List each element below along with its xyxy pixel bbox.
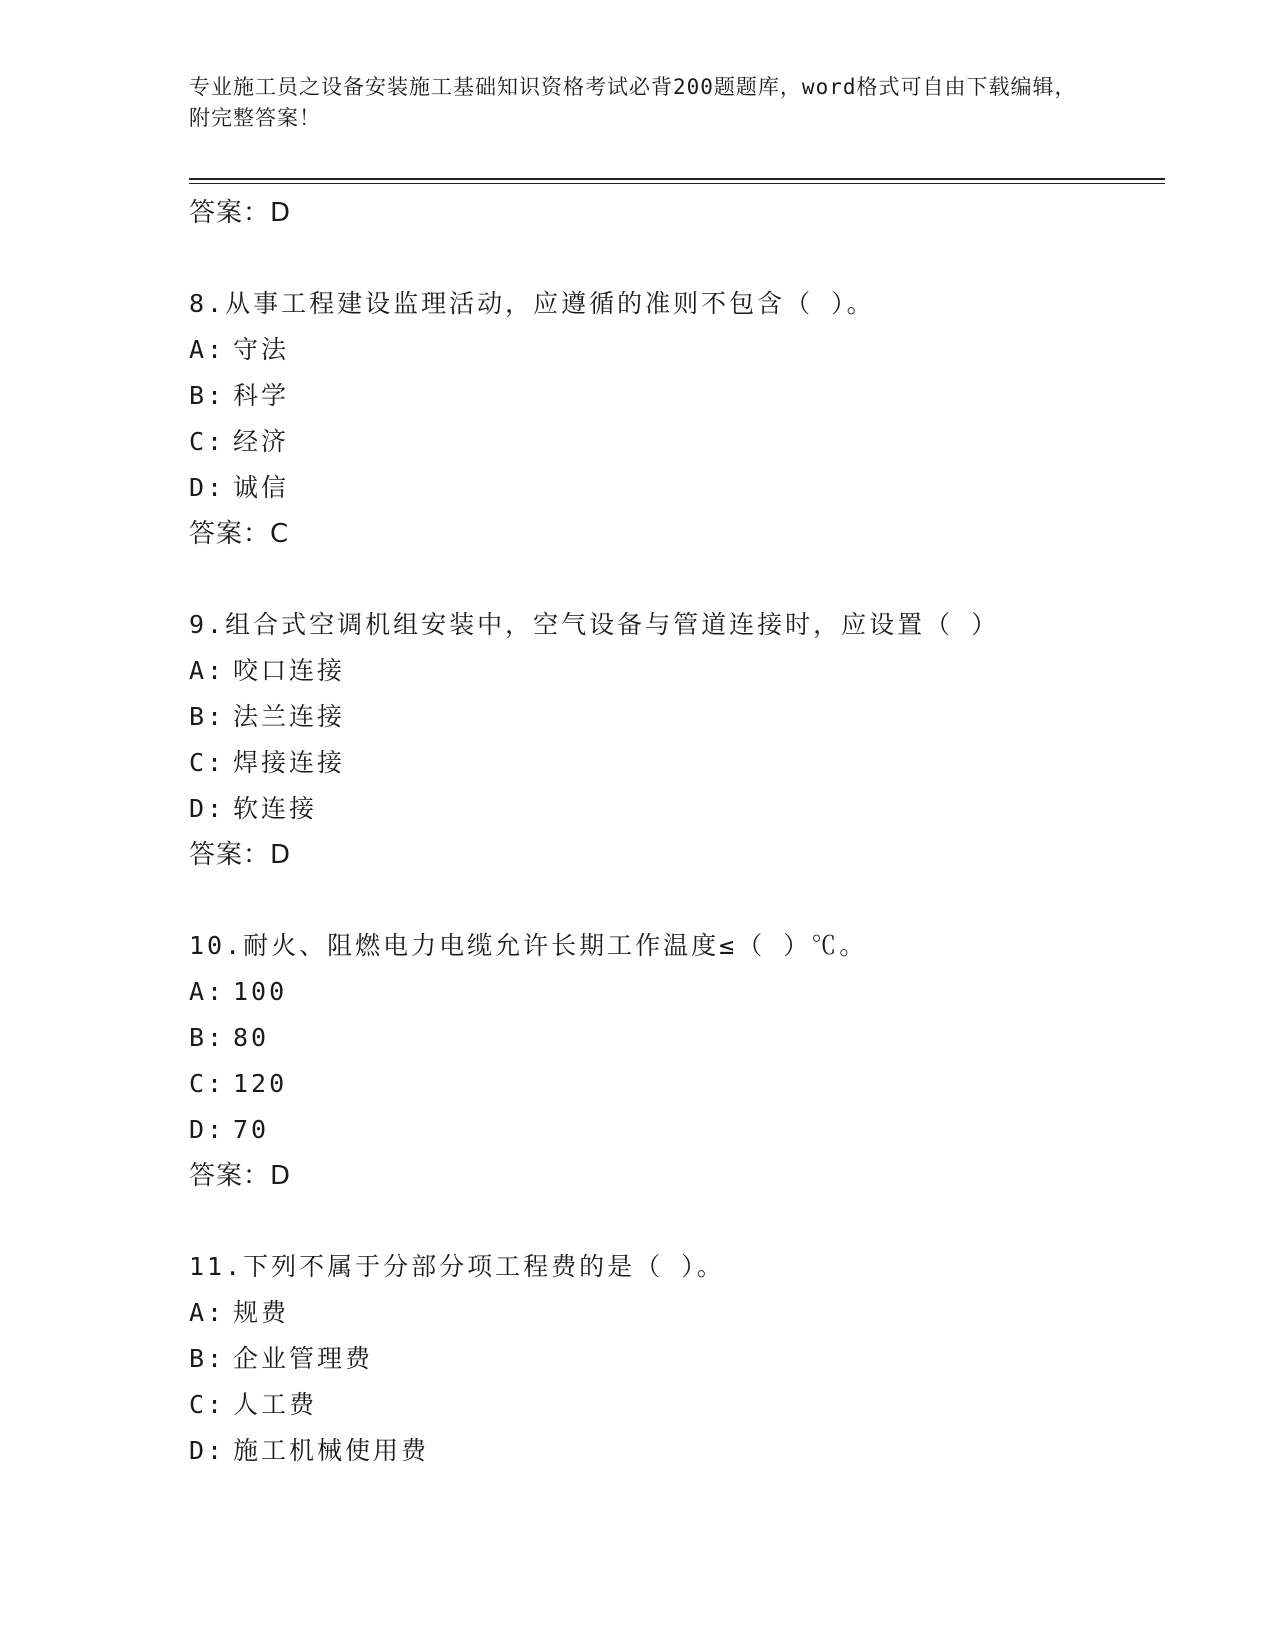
option-letter: D: (189, 473, 226, 502)
option-c (189, 419, 1165, 465)
option-letter: A: (189, 977, 226, 1006)
option-c (189, 1061, 1165, 1107)
option-d (189, 1107, 1165, 1153)
answer-line: 答案：D (189, 198, 292, 228)
option-letter: B: (189, 1344, 226, 1373)
option-letter: B: (189, 1023, 226, 1052)
option-letter: D: (189, 1436, 226, 1465)
option-d (189, 786, 1165, 832)
option-a (189, 327, 1165, 373)
option-letter: D: (189, 794, 226, 823)
option-text: 70 (233, 1115, 270, 1144)
answer-line: 答案：D (189, 840, 292, 870)
option-d (189, 465, 1165, 511)
option-c (189, 1382, 1165, 1428)
question-text: 11.下列不属于分部分项工程费的是（ ）。 (189, 1252, 725, 1281)
option-d (189, 1428, 1165, 1474)
option-text: 守法 (233, 335, 290, 364)
header-rule-thick (189, 178, 1165, 180)
option-text: 诚信 (233, 473, 290, 502)
option-text: 120 (233, 1069, 288, 1098)
answer-line: 答案：D (189, 1161, 292, 1191)
option-letter: C: (189, 1069, 226, 1098)
option-letter: B: (189, 702, 226, 731)
option-letter: C: (189, 427, 226, 456)
option-text: 100 (233, 977, 288, 1006)
option-letter: A: (189, 1298, 226, 1327)
option-letter: B: (189, 381, 226, 410)
option-b (189, 1336, 1165, 1382)
option-text: 80 (233, 1023, 270, 1052)
question-list (189, 190, 1165, 1474)
option-letter: D: (189, 1115, 226, 1144)
option-text: 经济 (233, 427, 290, 456)
option-letter: C: (189, 748, 226, 777)
option-a (189, 1290, 1165, 1336)
page-header: 专业施工员之设备安装施工基础知识资格考试必背200题题库，word格式可自由下载编辑，附完整答案！ (189, 75, 1077, 130)
option-letter: A: (189, 656, 226, 685)
option-a (189, 969, 1165, 1015)
option-text: 咬口连接 (233, 656, 346, 685)
header-rule-thin (189, 183, 1165, 184)
option-text: 焊接连接 (233, 748, 346, 777)
option-text: 法兰连接 (233, 702, 346, 731)
option-b (189, 1015, 1165, 1061)
option-b (189, 694, 1165, 740)
option-text: 软连接 (233, 794, 318, 823)
option-text: 规费 (233, 1298, 290, 1327)
option-letter: A: (189, 335, 226, 364)
question-text: 10.耐火、阻燃电力电缆允许长期工作温度≤（ ）℃。 (189, 931, 868, 960)
option-text: 人工费 (233, 1390, 318, 1419)
option-text: 科学 (233, 381, 290, 410)
option-text: 施工机械使用费 (233, 1436, 430, 1465)
option-letter: C: (189, 1390, 226, 1419)
option-b (189, 373, 1165, 419)
answer-line: 答案：C (189, 519, 290, 549)
option-a (189, 648, 1165, 694)
option-c (189, 740, 1165, 786)
option-text: 企业管理费 (233, 1344, 374, 1373)
question-text: 9.组合式空调机组安装中，空气设备与管道连接时，应设置（ ） (189, 610, 1000, 639)
question-text: 8.从事工程建设监理活动，应遵循的准则不包含（ ）。 (189, 289, 875, 318)
